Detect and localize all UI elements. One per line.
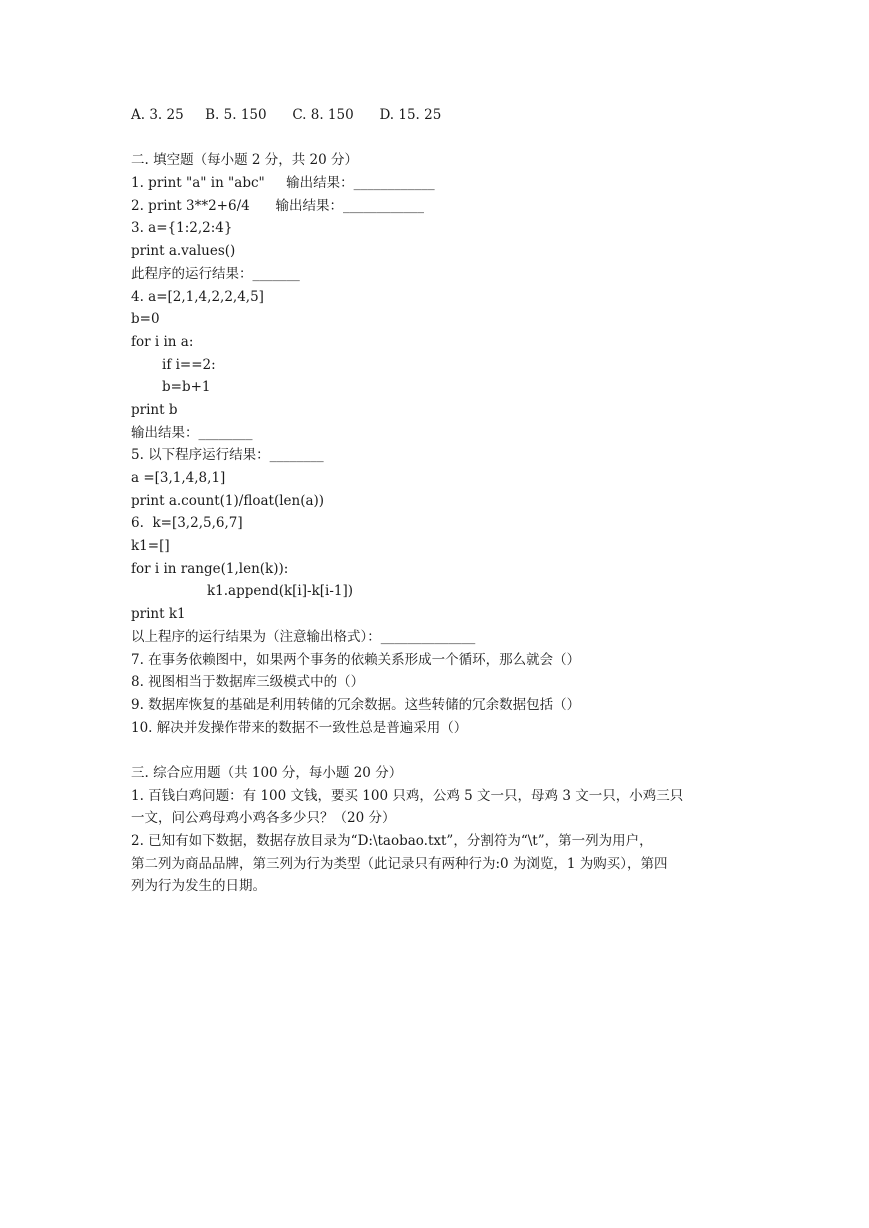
question-5-line-3: print a.count(1)/float(len(a))	[131, 492, 325, 509]
question-3-line-1: 3. a={1:2,2:4}	[131, 220, 233, 237]
question-4-line-2: b=0	[131, 311, 160, 328]
question-5-line-1: 5. 以下程序运行结果：________	[131, 447, 324, 464]
question-4-line-1: 4. a=[2,1,4,2,2,4,5]	[131, 288, 264, 305]
section3-heading: 三. 综合应用题（共 100 分，每小题 20 分）	[131, 764, 403, 781]
question-4-line-4: if i==2:	[162, 356, 216, 373]
question-5-line-2: a =[3,1,4,8,1]	[131, 470, 226, 486]
section3-question-2-line-1: 2. 已知有如下数据，数据存放目录为“D:\taobao.txt”，分割符为“\t”，第一列为用户，	[131, 833, 653, 849]
question-6-line-1: 6. k=[3,2,5,6,7]	[131, 515, 243, 532]
question-9: 9. 数据库恢复的基础是利用转储的冗余数据。这些转储的冗余数据包括（）	[131, 696, 581, 713]
section3-question-2-line-3: 列为行为发生的日期。	[131, 878, 266, 895]
question-8: 8. 视图相当于数据库三级模式中的（）	[131, 674, 365, 691]
question-4-line-7: 输出结果：________	[131, 424, 253, 441]
question-4-line-5: b=b+1	[162, 379, 211, 396]
question-6-line-5: print k1	[131, 606, 186, 623]
question-1: 1. print "a" in "abc" 输出结果：____________	[131, 175, 435, 192]
choice-options: A. 3. 25 B. 5. 150 C. 8. 150 D. 15. 25	[131, 107, 442, 123]
question-7: 7. 在事务依赖图中，如果两个事务的依赖关系形成一个循环，那么就会（）	[131, 651, 581, 668]
question-6-line-6: 以上程序的运行结果为（注意输出格式）：______________	[131, 628, 476, 645]
question-10: 10. 解决并发操作带来的数据不一致性总是普遍采用（）	[131, 719, 468, 736]
question-6-line-3: for i in range(1,len(k)):	[131, 560, 289, 577]
question-2: 2. print 3**2+6/4 输出结果：____________	[131, 197, 424, 214]
question-4-line-6: print b	[131, 401, 178, 418]
question-6-line-2: k1=[]	[131, 538, 170, 555]
question-3-line-3: 此程序的运行结果：_______	[131, 265, 300, 282]
spacer	[131, 127, 751, 150]
section3-question-1-line-2: 一文，问公鸡母鸡小鸡各多少只？（20 分）	[131, 810, 396, 827]
question-6-line-4: k1.append(k[i]-k[i-1])	[207, 583, 354, 600]
section3-question-1-line-1: 1. 百钱白鸡问题：有 100 文钱，要买 100 只鸡，公鸡 5 文一只，母鸡 3 文一只，小鸡三只	[131, 787, 684, 804]
section2-heading: 二. 填空题（每小题 2 分，共 20 分）	[131, 152, 359, 169]
document-page	[131, 104, 751, 898]
question-3-line-2: print a.values()	[131, 243, 236, 260]
section3-question-2-line-2: 第二列为商品品牌，第三列为行为类型（此记录只有两种行为:0 为浏览，1 为购买），第四	[131, 855, 668, 872]
spacer	[131, 739, 751, 762]
question-4-line-3: for i in a:	[131, 333, 194, 350]
